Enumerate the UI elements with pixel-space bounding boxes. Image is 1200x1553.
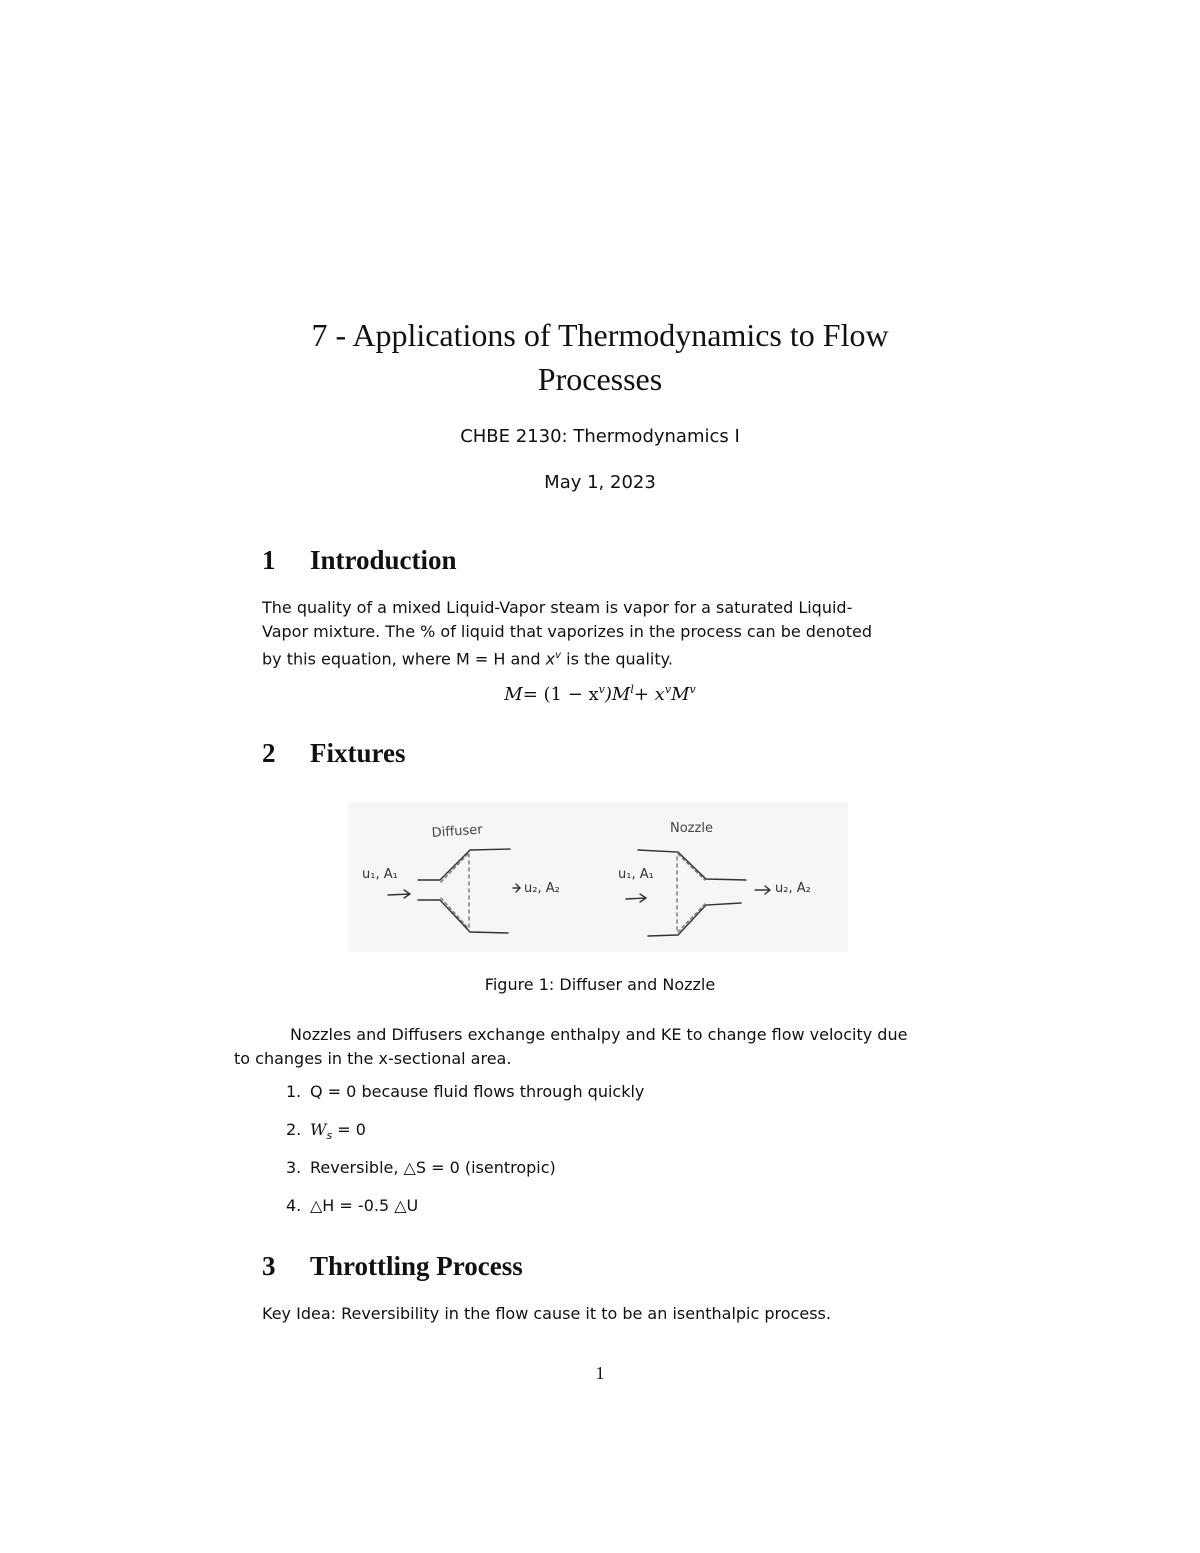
intro-paragraph <box>262 596 938 671</box>
section-title: Introduction <box>310 545 457 575</box>
list-item-text: △H = -0.5 △U <box>310 1196 419 1215</box>
course-name: CHBE 2130: Thermodynamics I <box>460 426 740 447</box>
quality-equation <box>262 683 938 705</box>
intro-line-3-a: by this equation, where M = H and <box>262 649 546 669</box>
eq-part-4: M <box>671 684 690 705</box>
list-item <box>286 1158 556 1177</box>
section-number: 2 <box>262 738 276 768</box>
intro-line-1: The quality of a mixed Liquid-Vapor steam is vapor for a saturated Liquid- <box>262 598 853 617</box>
diffuser-outlet-label: u₂, A₂ <box>524 881 560 896</box>
figure-caption: Figure 1: Diffuser and Nozzle <box>484 975 716 994</box>
list-item <box>286 1196 418 1215</box>
list-item-tail: = 0 <box>332 1120 366 1139</box>
title-line-2: Processes <box>537 361 663 397</box>
list-marker: 2. <box>286 1120 302 1139</box>
intro-line-3-b: is the quality. <box>561 649 673 669</box>
diffuser-drawing <box>388 849 520 933</box>
eq-sup-4: v <box>689 683 696 696</box>
list-marker: 3. <box>286 1158 302 1177</box>
list-marker: 1. <box>286 1082 302 1101</box>
nozzle-drawing <box>626 850 770 936</box>
diffuser-nozzle-figure <box>348 802 848 952</box>
section-number: 3 <box>262 1251 276 1281</box>
eq-part-2: )M <box>604 684 631 705</box>
eq-sup-1: v <box>598 683 605 696</box>
fixtures-paragraph <box>234 1023 938 1071</box>
fixtures-line-1: Nozzles and Diffusers exchange enthalpy and KE to change flow velocity due <box>290 1025 908 1044</box>
eq-part-3: + x <box>633 684 665 705</box>
list-item-text: Q = 0 because fluid flows through quickly <box>310 1082 645 1101</box>
section-title: Throttling Process <box>310 1251 523 1281</box>
list-item <box>286 1082 644 1101</box>
document-title <box>200 313 1000 401</box>
list-marker: 4. <box>286 1196 302 1215</box>
section-heading-introduction <box>262 545 457 576</box>
document-date: May 1, 2023 <box>544 472 656 493</box>
eq-part-1: = (1 − x <box>522 684 599 705</box>
diffuser-inlet-label: u₁, A₁ <box>362 867 398 882</box>
quality-variable: x <box>545 649 556 669</box>
nozzle-inlet-label: u₁, A₁ <box>618 867 654 882</box>
intro-line-2: Vapor mixture. The % of liquid that vaporizes in the process can be denoted <box>262 622 872 641</box>
fixtures-line-2: to changes in the x-sectional area. <box>234 1049 512 1068</box>
list-item-text: W <box>310 1120 327 1139</box>
quality-superscript: v <box>555 650 562 661</box>
eq-lhs: M <box>504 684 523 705</box>
section-heading-throttling <box>262 1251 523 1282</box>
diffuser-nozzle-sketch <box>348 802 848 952</box>
title-line-1: 7 - Applications of Thermodynamics to Flow <box>311 317 889 353</box>
nozzle-label: Nozzle <box>670 821 713 836</box>
throttling-key-idea: Key Idea: Reversibility in the flow cause it to be an isenthalpic process. <box>262 1304 831 1323</box>
page-number: 1 <box>595 1363 605 1383</box>
eq-sup-2: l <box>630 683 634 696</box>
section-number: 1 <box>262 545 276 575</box>
shaft-work-subscript: s <box>326 1129 333 1143</box>
nozzle-outlet-label: u₂, A₂ <box>775 881 811 896</box>
list-item <box>286 1120 366 1142</box>
list-item-text: Reversible, △S = 0 (isentropic) <box>310 1158 556 1177</box>
section-title: Fixtures <box>310 738 406 768</box>
section-heading-fixtures <box>262 738 406 769</box>
eq-sup-3: v <box>664 683 672 696</box>
diffuser-label: Diffuser <box>431 822 484 841</box>
